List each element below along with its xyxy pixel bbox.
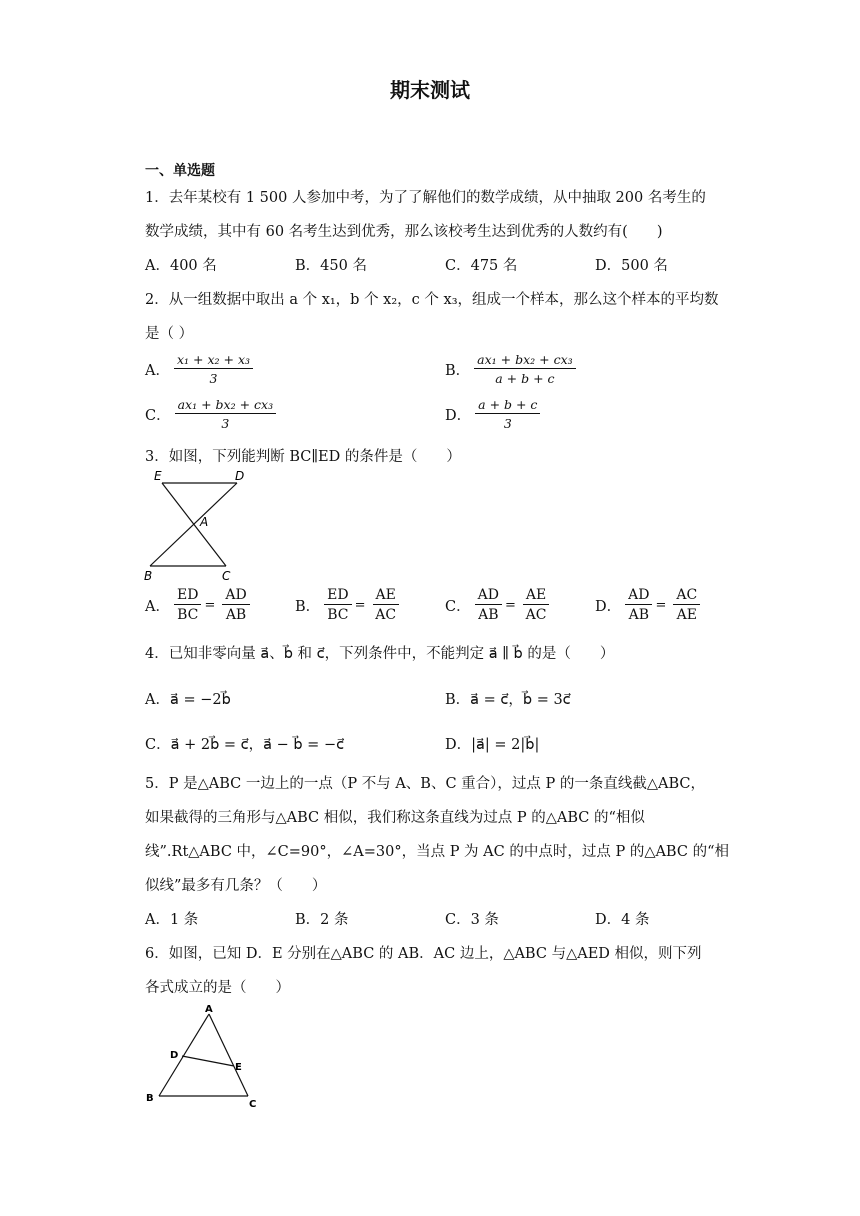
q3-option-c-left-den: AB	[478, 607, 499, 623]
q6-segment-ab	[159, 1014, 209, 1096]
q3-option-b-right-fraction	[373, 587, 399, 623]
q3-option-d-label: D．	[595, 598, 622, 615]
q3-label-d: D	[235, 469, 245, 483]
q6-label-e: E	[235, 1062, 242, 1073]
q1-option-a: A．400 名	[145, 258, 217, 274]
q3-option-d-left-den: AB	[628, 607, 650, 623]
q2-option-d	[445, 397, 540, 431]
q5-option-c: C．3 条	[445, 912, 499, 928]
q3-segment-db	[150, 483, 237, 566]
q3-option-a-right-num: AD	[222, 587, 249, 605]
q2-option-b-numerator: ax₁ + bx₂ + cx₃	[474, 352, 575, 369]
q2-option-b-label: B．	[445, 362, 471, 379]
q3-option-a-left-den: BC	[177, 607, 199, 623]
q1-line-1: 1．去年某校有 1 500 人参加中考，为了了解他们的数学成绩，从中抽取 200 名考生的	[145, 190, 706, 206]
q3-label-e: E	[154, 469, 162, 483]
q3-option-c-left-num: AD	[475, 587, 502, 605]
q3-option-a-left-fraction	[174, 587, 201, 623]
q6-label-b: B	[146, 1093, 154, 1104]
q5-option-a: A．1 条	[145, 912, 199, 928]
q2-option-b-denominator: a + b + c	[495, 371, 555, 386]
q5-line-1: 5．P 是△ABC 一边上的一点（P 不与 A、B、C 重合），过点 P 的一条直线截△ABC，	[145, 776, 706, 792]
q1-option-b: B．450 名	[295, 258, 367, 274]
q5-line-4: 似线”最多有几条？（ ）	[145, 878, 327, 894]
q3-option-d-right-num: AC	[673, 587, 700, 605]
q6-line-2: 各式成立的是（ ）	[145, 980, 290, 996]
q3-option-d-left-num: AD	[625, 587, 652, 605]
q3-option-d-left-fraction	[625, 587, 652, 623]
q2-option-a	[145, 352, 253, 386]
q2-option-d-label: D．	[445, 407, 472, 424]
q2-line-1: 2．从一组数据中取出 a 个 x₁，b 个 x₂，c 个 x₃，组成一个样本，那么这个样本的平均数	[145, 292, 719, 308]
q3-option-d-right-fraction	[673, 587, 700, 623]
q3-option-c-label: C．	[445, 598, 471, 615]
q2-option-a-fraction	[174, 352, 253, 386]
q1-option-c: C．475 名	[445, 258, 518, 274]
q3-figure-bowtie	[140, 466, 250, 584]
q4-option-d: D．|a⃗| = 2|b⃗|	[445, 737, 540, 753]
q4-option-b: B．a⃗ = c⃗，b⃗ = 3c⃗	[445, 692, 571, 708]
q3-option-a-right-fraction	[222, 587, 249, 623]
q6-segment-ac	[209, 1014, 248, 1096]
q2-option-a-numerator: x₁ + x₂ + x₃	[174, 352, 253, 369]
q3-option-b-right-den: AC	[375, 607, 397, 623]
section-heading: 一、单选题	[145, 163, 215, 179]
q2-option-c	[145, 397, 276, 431]
q3-option-d: D． $\frac{AD}{AB}$ = $\frac{AC}{AE}$	[595, 587, 700, 623]
q2-option-d-fraction	[475, 397, 540, 431]
q5-line-3: 线”.Rt△ABC 中，∠C=90°，∠A=30°，当点 P 为 AC 的中点时，过点 P 的△ABC 的“相	[145, 844, 729, 860]
q2-option-d-numerator: a + b + c	[475, 397, 540, 414]
q6-label-d: D	[170, 1050, 179, 1061]
q3-label-b: B	[144, 569, 153, 583]
q3-option-c-left-fraction	[475, 587, 502, 623]
q6-label-a: A	[205, 1004, 213, 1015]
q2-option-a-label: A．	[145, 362, 170, 379]
q2-option-d-denominator: 3	[503, 416, 512, 431]
q2-option-c-numerator: ax₁ + bx₂ + cx₃	[175, 397, 276, 414]
q2-option-c-denominator: 3	[221, 416, 230, 431]
q2-option-a-denominator: 3	[209, 371, 218, 386]
page-title: 期末测试	[390, 78, 470, 102]
q2-line-2: 是（ ）	[145, 326, 194, 342]
q3-option-a-left-num: ED	[174, 587, 201, 605]
q1-option-d: D．500 名	[595, 258, 668, 274]
q5-line-2: 如果截得的三角形与△ABC 相似，我们称这条直线为过点 P 的△ABC 的“相似	[145, 810, 645, 826]
q6-line-1: 6．如图，已知 D．E 分别在△ABC 的 AB．AC 边上，△ABC 与△AED 相似，则下列	[145, 946, 702, 962]
q3-option-b-left-fraction	[324, 587, 351, 623]
q1-line-2: 数学成绩，其中有 60 名考生达到优秀，那么该校考生达到优秀的人数约有( )	[145, 224, 663, 240]
q2-option-c-fraction	[175, 397, 276, 431]
q4-line-1: 4．已知非零向量 a⃗、b⃗ 和 c⃗，下列条件中，不能判定 a⃗ ∥ b⃗ 的是（ ）	[145, 646, 615, 662]
q3-option-b: B． $\frac{ED}{BC}$ = $\frac{AE}{AC}$	[295, 587, 399, 623]
q3-option-a-right-den: AB	[225, 607, 247, 623]
q5-option-b: B．2 条	[295, 912, 349, 928]
q3-label-c: C	[222, 569, 231, 583]
q3-option-c: C． $\frac{AD}{AB}$ = $\frac{AE}{AC}$	[445, 587, 549, 623]
q2-option-b	[445, 352, 576, 386]
q3-option-b-left-den: BC	[327, 607, 349, 623]
q2-option-c-label: C．	[145, 407, 171, 424]
q3-label-a: A	[200, 515, 209, 529]
q3-option-c-right-den: AC	[525, 607, 547, 623]
q3-option-b-label: B．	[295, 598, 321, 615]
q4-option-a: A．a⃗ = −2b⃗	[145, 692, 231, 708]
q3-option-c-right-fraction	[523, 587, 549, 623]
q4-option-c: C．a⃗ + 2b⃗ = c⃗，a⃗ − b⃗ = −c⃗	[145, 737, 345, 753]
q6-segment-de	[182, 1056, 234, 1066]
q6-label-c: C	[249, 1099, 257, 1110]
q3-option-a-label: A．	[145, 598, 170, 615]
q3-line-1: 3．如图，下列能判断 BC∥ED 的条件是（ ）	[145, 449, 461, 465]
q3-option-b-left-num: ED	[324, 587, 351, 605]
q3-option-a: A． $\frac{ED}{BC}$ = $\frac{AD}{AB}$	[145, 587, 250, 623]
q6-figure-triangle	[140, 998, 270, 1114]
q3-option-c-right-num: AE	[523, 587, 549, 605]
q5-option-d: D．4 条	[595, 912, 650, 928]
q3-option-d-right-den: AE	[676, 607, 697, 623]
q3-option-b-right-num: AE	[373, 587, 399, 605]
q2-option-b-fraction	[474, 352, 575, 386]
